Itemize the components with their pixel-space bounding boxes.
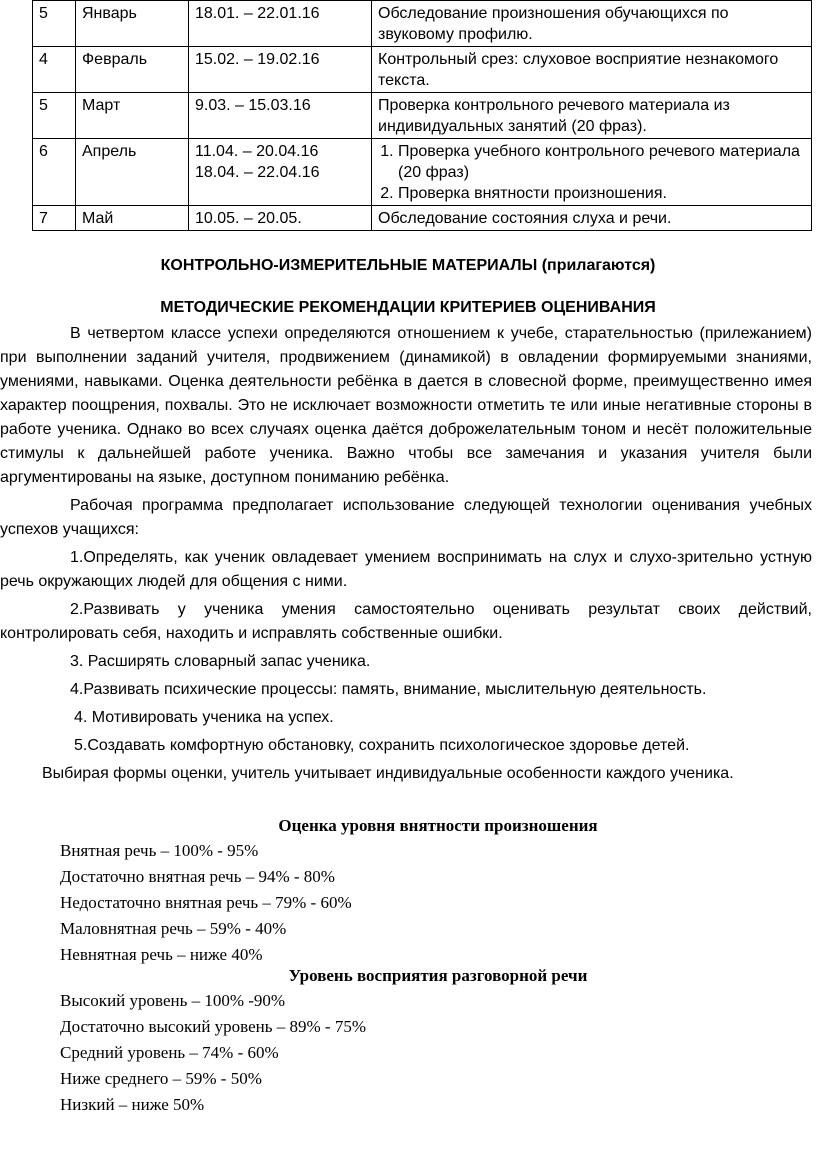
row-tasks bbox=[372, 1, 812, 47]
schedule-table bbox=[32, 0, 812, 231]
method-text bbox=[0, 322, 812, 786]
intelligibility-level: Невнятная речь – ниже 40% bbox=[60, 945, 263, 964]
paragraph-technology: Рабочая программа предполагает использование следующей технологии оценивания учебных успехов учащихся: bbox=[0, 497, 812, 538]
perception-level: Средний уровень – 74% - 60% bbox=[60, 1043, 279, 1062]
row-tasks bbox=[372, 93, 812, 139]
perception-level: Достаточно высокий уровень – 89% - 75% bbox=[60, 1017, 366, 1036]
row-number: 7 bbox=[33, 206, 76, 231]
task-item: 1. Проверка учебного контрольного речевого материала (20 фраз) bbox=[398, 141, 805, 183]
row-tasks bbox=[372, 206, 812, 231]
item-mental-processes: 4.Развивать психические процессы: память, внимание, мыслительную деятельность. bbox=[70, 681, 707, 698]
row-month: Май bbox=[76, 206, 189, 231]
row-month: Февраль bbox=[76, 47, 189, 93]
item-vocabulary: 3. Расширять словарный запас ученика. bbox=[70, 653, 371, 670]
task-item: 2. Проверка внятности произношения. bbox=[398, 183, 805, 204]
row-dates bbox=[189, 206, 372, 231]
row-dates bbox=[189, 93, 372, 139]
item-perceive-speech: 1.Определять, как ученик овладевает умением воспринимать на слух и слухо-зрительно устную речь окружающих людей для общения с ними. bbox=[0, 549, 812, 590]
table-row bbox=[33, 93, 812, 139]
table-row bbox=[33, 1, 812, 47]
kim-heading: КОНТРОЛЬНО-ИЗМЕРИТЕЛЬНЫЕ МАТЕРИАЛЫ (прилагаются) bbox=[160, 257, 656, 274]
row-number: 6 bbox=[33, 139, 76, 206]
table-row bbox=[33, 47, 812, 93]
date-range: 18.04. – 22.04.16 bbox=[195, 164, 320, 181]
item-self-assessment: 2.Развивать у ученика умения самостоятельно оценивать результат своих действий, контролировать себя, находить и исправлять собственные ошибки. bbox=[0, 601, 812, 642]
task-text: Обследование состояния слуха и речи. bbox=[378, 210, 672, 227]
paragraph-success: В четвертом классе успехи определяются отношением к учебе, старательностью (прилежанием) при выполнении заданий учителя, продвижением (динамикой) в овладении формируемыми знаниями, умениями, навыками. Оценка деятельности ребёнка в дается в словесной форме, преимущественно имея характер поощрения, похвалы. Это не исключает возможности отметить те или иные негативные стороны в работе ученика. Однако во всех случаях оценка даётся доброжелательным тоном и несёт положительные стимулы к дальнейшей работе ученика. Важно чтобы все замечания и указания учителя были аргументированы на языке, доступном пониманию ребёнка. bbox=[0, 325, 812, 486]
row-number: 5 bbox=[33, 93, 76, 139]
table-row bbox=[33, 139, 812, 206]
row-dates bbox=[189, 139, 372, 206]
item-comfort: 5.Создавать комфортную обстановку, сохранить психологическое здоровье детей. bbox=[74, 737, 690, 754]
paragraph-assessment-forms: Выбирая формы оценки, учитель учитывает индивидуальные особенности каждого ученика. bbox=[42, 765, 734, 782]
task-list bbox=[378, 141, 805, 204]
task-text: Контрольный срез: слуховое восприятие незнакомого текста. bbox=[378, 51, 779, 89]
date-range: 10.05. – 20.05. bbox=[195, 210, 302, 227]
date-range: 15.02. – 19.02.16 bbox=[195, 51, 320, 68]
row-number: 4 bbox=[33, 47, 76, 93]
perception-level: Низкий – ниже 50% bbox=[60, 1095, 205, 1114]
date-range: 11.04. – 20.04.16 bbox=[195, 143, 319, 160]
row-month: Апрель bbox=[76, 139, 189, 206]
date-range: 9.03. – 15.03.16 bbox=[195, 97, 311, 114]
intelligibility-title: Оценка уровня внятности произношения bbox=[278, 816, 598, 835]
table-row bbox=[33, 206, 812, 231]
intelligibility-level: Внятная речь – 100% - 95% bbox=[60, 841, 259, 860]
task-text: Проверка контрольного речевого материала из индивидуальных занятий (20 фраз). bbox=[378, 97, 730, 135]
perception-level: Ниже среднего – 59% - 50% bbox=[60, 1069, 262, 1088]
row-tasks bbox=[372, 139, 812, 206]
row-month: Март bbox=[76, 93, 189, 139]
date-range: 18.01. – 22.01.16 bbox=[195, 5, 320, 22]
schedule-body bbox=[33, 1, 812, 231]
row-dates bbox=[189, 1, 372, 47]
intelligibility-list bbox=[60, 838, 352, 968]
item-motivation: 4. Мотивировать ученика на успех. bbox=[74, 709, 334, 726]
task-text: Обследование произношения обучающихся по звуковому профилю. bbox=[378, 5, 729, 43]
row-tasks bbox=[372, 47, 812, 93]
perception-list bbox=[60, 988, 366, 1118]
intelligibility-level: Недостаточно внятная речь – 79% - 60% bbox=[60, 893, 352, 912]
row-month: Январь bbox=[76, 1, 189, 47]
perception-level: Высокий уровень – 100% -90% bbox=[60, 991, 286, 1010]
perception-title: Уровень восприятия разговорной речи bbox=[288, 966, 588, 985]
row-number: 5 bbox=[33, 1, 76, 47]
intelligibility-level: Достаточно внятная речь – 94% - 80% bbox=[60, 867, 335, 886]
row-dates bbox=[189, 47, 372, 93]
intelligibility-level: Маловнятная речь – 59% - 40% bbox=[60, 919, 287, 938]
method-heading: МЕТОДИЧЕСКИЕ РЕКОМЕНДАЦИИ КРИТЕРИЕВ ОЦЕНИВАНИЯ bbox=[160, 299, 656, 316]
